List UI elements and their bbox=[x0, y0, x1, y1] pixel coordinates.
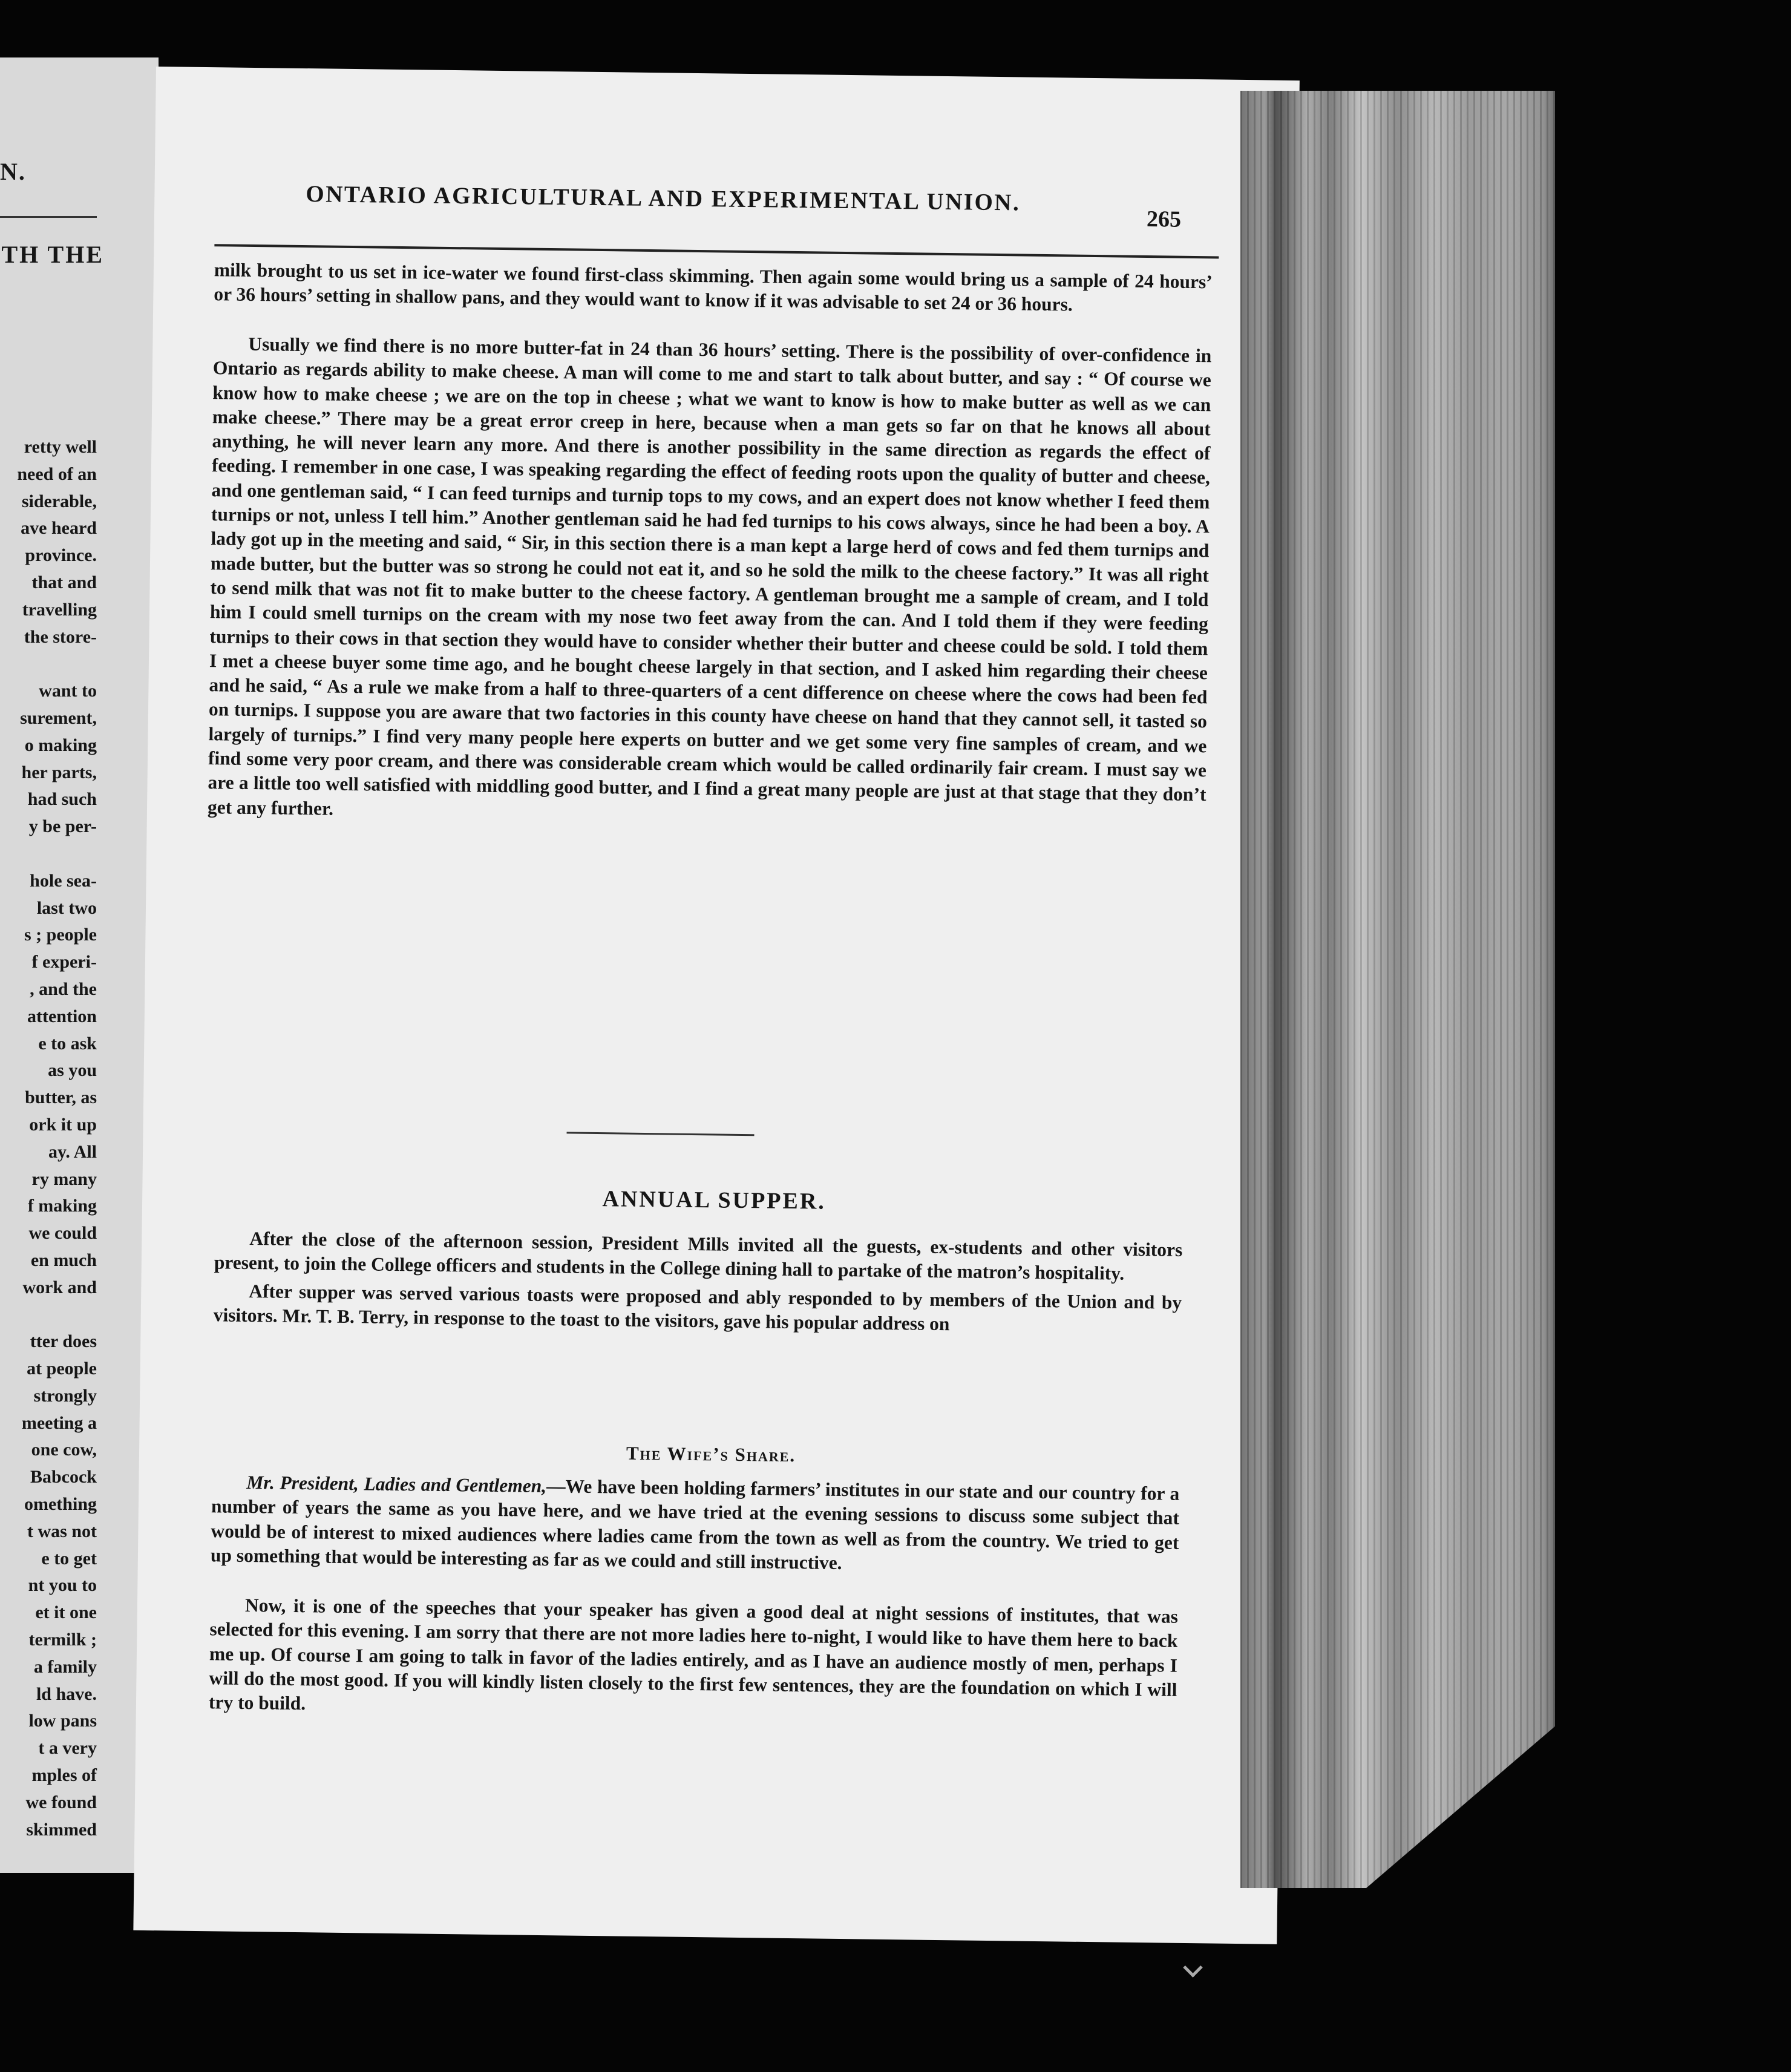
left-text-line bbox=[17, 841, 97, 868]
subsection-title: The Wife’s Share. bbox=[626, 1442, 796, 1466]
left-text-line: , and the bbox=[30, 979, 97, 999]
address-paragraph bbox=[211, 1470, 1180, 1579]
left-text-line: her parts, bbox=[21, 762, 97, 782]
previous-page-fragment bbox=[0, 57, 159, 1873]
left-text-line: y be per- bbox=[28, 816, 97, 837]
left-text-line: en much bbox=[30, 1250, 97, 1270]
left-text-line: the store- bbox=[24, 626, 97, 647]
left-text-line: ry many bbox=[31, 1169, 97, 1189]
left-text-line: skimmed bbox=[26, 1819, 97, 1840]
address-salutation: Mr. President, Ladies and Gentlemen, bbox=[246, 1472, 547, 1497]
left-running-head-fragment: N. bbox=[0, 158, 26, 185]
left-text-line: strongly bbox=[33, 1385, 97, 1406]
body-paragraph: Usually we find there is no more butter-fat in 24 than 36 hours’ setting. There is the possibility of over-confidence in Ontario as regards ability to make cheese. A man will come to me and start to talk about butter, and say : “ Of course we know how to make cheese ; we are on the top in cheese ; what we want to know is how to make butter as well as we can make cheese.” There may be a great error creep in here, because when a man gets so far on that he knows all about anything, he will never learn any more. And there is another possibility in the same direction as regards the effect of feeding. I remember in one case, I was speaking regarding the effect of feeding roots upon the quality of butter and cheese, and one gentleman said, “ I can feed turnips and turnip tops to my cows, and an expert does not know whether I feed them turnips or not, unless I tell him.” Another gentleman said he had fed turnips to his cows always, since he had been a boy. A lady got up in the meeting and said, “ Sir, in this section there is a man kept a large herd of cows and fed them turnips and made butter, but the butter was so strong he could not eat it, and so he sold the milk to the cheese factory.” It was all right to send milk that was not fit to make butter to the cheese factory. A gentleman brought me a sample of cream, and I told him I could smell turnips on the cream with my nose two feet away from the can. And I told them if they were feeding turnips to their cows in that section they would have to consider whether their butter and cheese could be sold. I told them I met a cheese buyer some time ago, and he bought cheese largely in that section, and I asked him regarding their cheese and he said, “ As a rule we make from a half to three-quarters of a cent difference on cheese where the cows had been fed on turnips. I suppose you are aware that two factories in this county have cheese on hand that they cannot sell, it tasted so largely of turnips.” I find very many people here experts on butter and we get some very fine samples of cream, and we find some very poor cream, and there was considerable cream which would be called ordinarily fair cream. I must say we are a little too well satisfied with middling good butter, and I find a great many people are just at that stage that they don’t get any further. bbox=[207, 333, 1212, 819]
left-text-line: work and bbox=[22, 1277, 97, 1297]
left-header-rule bbox=[0, 216, 97, 218]
header-rule bbox=[214, 244, 1219, 258]
left-text-line: need of an bbox=[17, 464, 97, 484]
left-text-line: e to get bbox=[41, 1548, 97, 1569]
address-paragraph: Now, it is one of the speeches that your speaker has given a good deal at night sessions of institutes, that was selected for this evening. I am sorry that there are not more ladies here to-night, I would like to have them here to back me up. Of course I am going to talk in favor of the ladies entirely, and as I have an audience mostly of men, perhaps I will do the most good. If you will kindly listen closely to the first few sentences, they are the foundation on which I will try to build. bbox=[208, 1594, 1179, 1714]
left-text-line: a family bbox=[33, 1656, 97, 1677]
left-text-line: want to bbox=[39, 681, 97, 701]
left-text-line: province. bbox=[25, 545, 97, 566]
body-paragraph: After supper was served various toasts were proposed and ably responded to by members of the Union and by visitors. Mr. T. B. Terry, in response to the toast to the visitors, gave his popular address on bbox=[213, 1280, 1182, 1335]
left-text-line: et it one bbox=[35, 1602, 97, 1623]
left-text-line: s ; people bbox=[24, 925, 97, 945]
left-text-line: f making bbox=[27, 1196, 97, 1216]
page-number: 265 bbox=[1146, 206, 1182, 232]
left-text-line: as you bbox=[48, 1060, 97, 1081]
left-text-line: we could bbox=[28, 1223, 97, 1244]
left-text-line: tter does bbox=[30, 1331, 97, 1352]
left-text-line: we found bbox=[25, 1792, 97, 1812]
left-text-line: last two bbox=[36, 897, 97, 918]
left-text-line: e to ask bbox=[38, 1033, 97, 1054]
chevron-down-icon bbox=[1183, 1958, 1203, 1978]
left-text-line: butter, as bbox=[25, 1087, 97, 1108]
left-text-line: attention bbox=[27, 1006, 97, 1026]
left-text-line: low pans bbox=[28, 1711, 97, 1731]
left-text-line bbox=[17, 651, 97, 678]
left-text-line: travelling bbox=[22, 599, 97, 620]
main-page bbox=[133, 67, 1299, 1944]
book-page-edges bbox=[1240, 91, 1555, 1888]
left-text-line: o making bbox=[24, 735, 97, 755]
section-divider bbox=[567, 1132, 755, 1136]
left-text-line: Babcock bbox=[30, 1467, 97, 1487]
left-text-line: that and bbox=[31, 572, 97, 592]
left-text-line: surement, bbox=[20, 707, 97, 728]
address-text: —We have been holding farmers’ institutes in our state and our country for a number of years the same as you have here, and we have tried at the evening sessions to discuss some subject that would be of interest to mixed audiences where ladies came from the town as well as from the country. We tried to get up something that would be interesting as far as we could and still instructive. bbox=[210, 1475, 1180, 1573]
left-text-line: siderable, bbox=[21, 491, 97, 511]
left-text-column bbox=[17, 434, 97, 1843]
left-text-line: ork it up bbox=[29, 1114, 97, 1135]
left-text-line: ay. All bbox=[48, 1141, 97, 1162]
body-paragraph: milk brought to us set in ice-water we found first-class skimming. Then again some would bring us a sample of 24 hours’ or 36 hours’ setting in shallow pans, and they would want to know if it was advisable to set 24 or 36 hours. bbox=[214, 259, 1213, 315]
left-text-line: termilk ; bbox=[28, 1630, 97, 1650]
left-text-line: t a very bbox=[38, 1738, 97, 1759]
left-subhead-fragment: TH THE bbox=[1, 241, 104, 268]
left-text-line: nt you to bbox=[28, 1575, 97, 1596]
left-text-line: ld have. bbox=[36, 1684, 97, 1704]
running-head: ONTARIO AGRICULTURAL AND EXPERIMENTAL UNION. bbox=[306, 181, 1021, 216]
left-text-line: retty well bbox=[24, 437, 97, 457]
left-text-line: had such bbox=[27, 789, 97, 810]
left-text-line: omething bbox=[24, 1494, 97, 1515]
section-title: ANNUAL SUPPER. bbox=[602, 1186, 827, 1215]
left-text-line bbox=[17, 1302, 97, 1329]
left-text-line: mples of bbox=[31, 1765, 97, 1786]
left-text-line: ave heard bbox=[21, 518, 97, 539]
left-text-line: meeting a bbox=[21, 1412, 97, 1433]
left-text-line: f experi- bbox=[31, 952, 97, 972]
left-text-line: one cow, bbox=[31, 1440, 97, 1460]
left-text-line: at people bbox=[27, 1359, 97, 1379]
left-text-line: hole sea- bbox=[30, 870, 97, 891]
left-text-line: t was not bbox=[27, 1521, 97, 1541]
body-paragraph: After the close of the afternoon session, President Mills invited all the guests, ex-students and other visitors present, to join the College officers and students in the College dining hall to partake of the matron’s hospitality. bbox=[214, 1228, 1183, 1284]
